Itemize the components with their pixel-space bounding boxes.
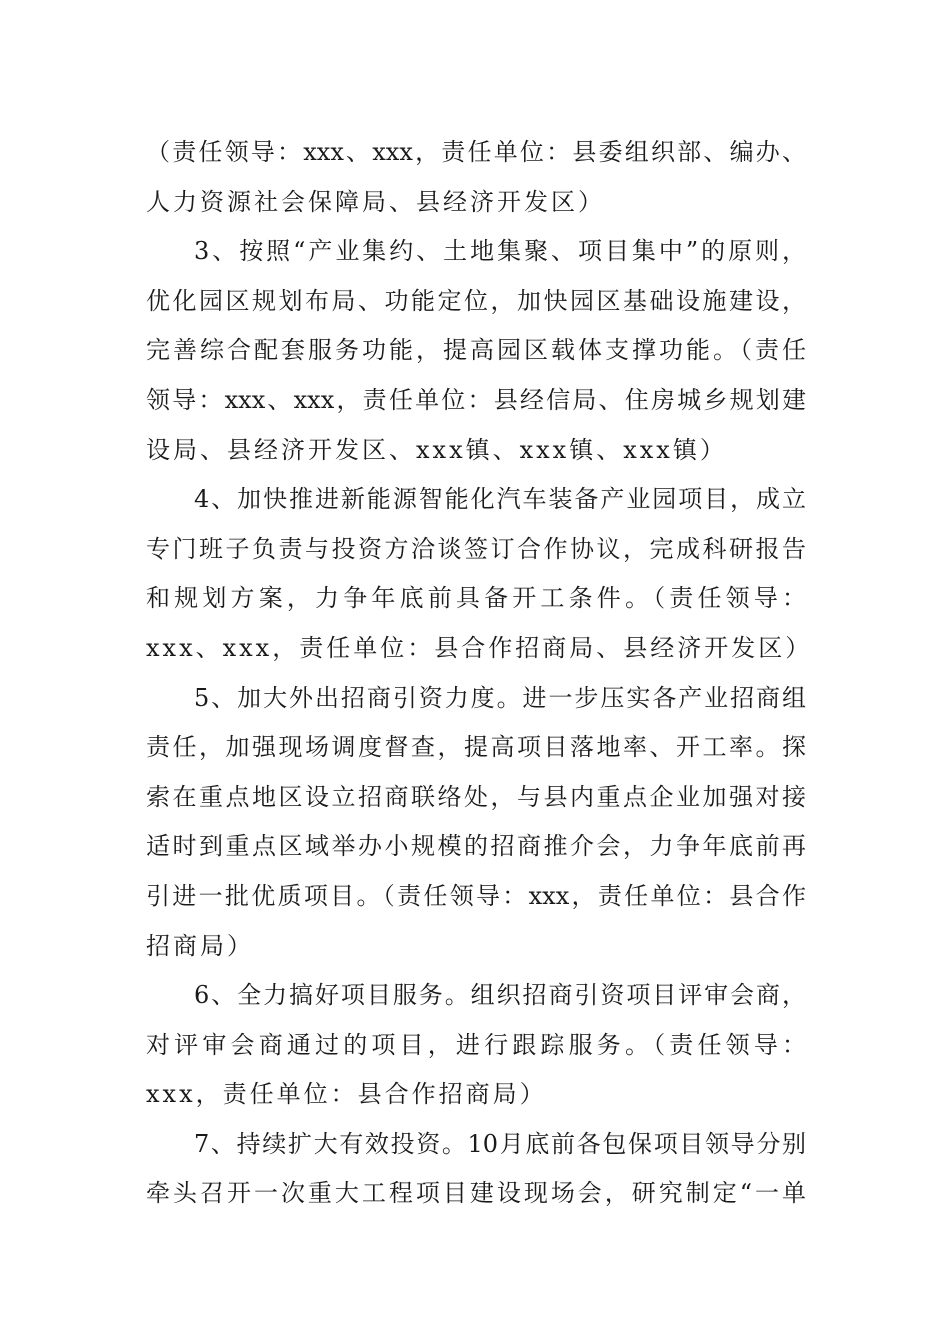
paragraph-start-line: 5、加大外出招商引资力度。进一步压实各产业招商组	[194, 683, 806, 712]
document-body	[146, 128, 813, 1219]
text-line: xxx，责任单位：县合作招商局）	[146, 1080, 547, 1109]
text-line: 人力资源社会保障局、县经济开发区）	[146, 187, 605, 216]
text-line: 招商局）	[146, 931, 254, 960]
text-line: 引进一批优质项目。（责任领导：xxx，责任单位：县合作	[146, 881, 806, 910]
text-line: 专门班子负责与投资方洽谈签订合作协议，完成科研报告	[146, 534, 806, 563]
text-line: 领导：xxx、xxx，责任单位：县经信局、住房城乡规划建	[146, 385, 806, 414]
text-line: 责任，加强现场调度督查，提高项目落地率、开工率。探	[146, 733, 806, 762]
text-line: xxx、xxx，责任单位：县合作招商局、县经济开发区）	[146, 633, 813, 662]
paragraph-start-line: 4、加快推进新能源智能化汽车装备产业园项目，成立	[194, 485, 806, 514]
text-line: 优化园区规划布局、功能定位，加快园区基础设施建设，	[146, 286, 806, 315]
paragraph-start-line: 3、按照“产业集约、土地集聚、项目集中”的原则，	[194, 237, 806, 266]
text-line: （责任领导：xxx、xxx，责任单位：县委组织部、编办、	[146, 138, 806, 166]
paragraph-start-line: 7、持续扩大有效投资。10月底前各包保项目领导分别	[194, 1129, 806, 1158]
text-line: 索在重点地区设立招商联络处，与县内重点企业加强对接	[146, 782, 806, 811]
paragraph-start-line: 6、全力搞好项目服务。组织招商引资项目评审会商，	[194, 981, 806, 1010]
text-line: 适时到重点区域举办小规模的招商推介会，力争年底前再	[146, 832, 806, 861]
text-line: 对评审会商通过的项目，进行跟踪服务。（责任领导：	[146, 1030, 806, 1059]
text-line: 牵头召开一次重大工程项目建设现场会，研究制定“一单	[146, 1179, 806, 1208]
text-line: 和规划方案，力争年底前具备开工条件。（责任领导：	[146, 584, 806, 613]
text-line: 完善综合配套服务功能，提高园区载体支撑功能。（责任	[146, 336, 806, 365]
text-line: 设局、县经济开发区、xxx镇、xxx镇、xxx镇）	[146, 435, 727, 464]
